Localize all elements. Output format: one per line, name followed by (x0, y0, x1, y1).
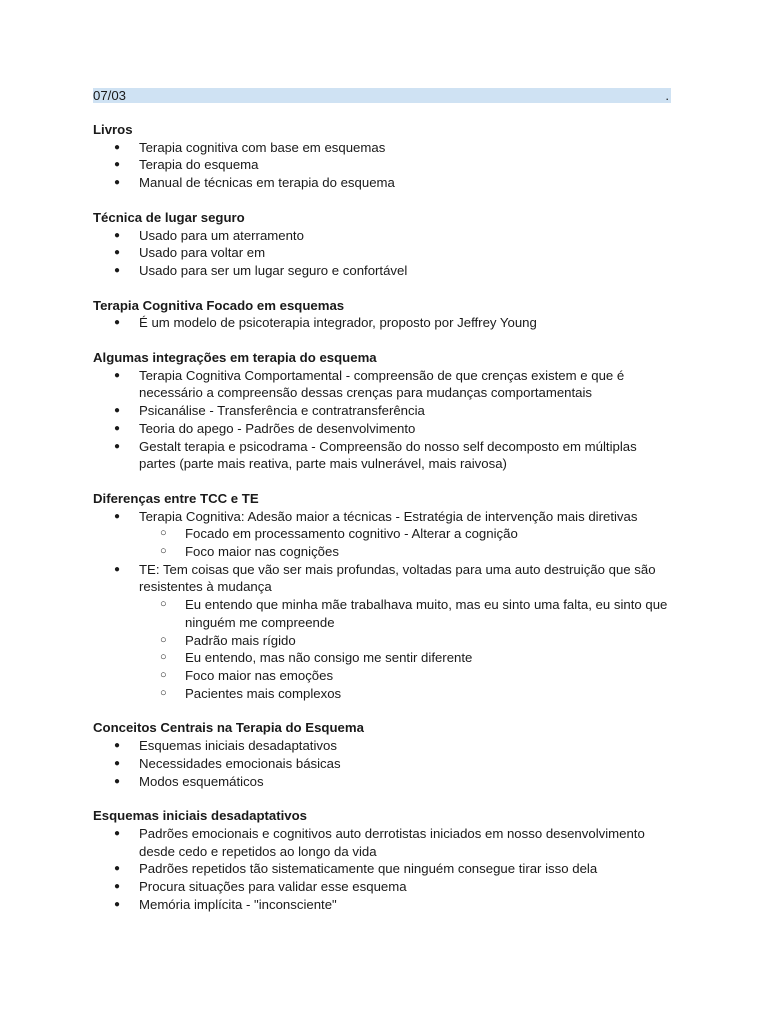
date-bar-marker: . (665, 88, 669, 103)
list-item-text: Teoria do apego - Padrões de desenvolvimento (139, 420, 416, 436)
list-item-text: Padrões emocionais e cognitivos auto derrotistas iniciados em nosso desenvolvimento desde cedo e repetidos ao longo da vida (139, 825, 645, 859)
list-item-text: Usado para ser um lugar seguro e confortável (139, 262, 408, 278)
bullet-list (93, 314, 673, 332)
section-heading: Terapia Cognitiva Focado em esquemas (93, 297, 345, 313)
sub-list-item: ○ Pacientes mais complexos (93, 685, 673, 703)
list-item (93, 420, 673, 438)
sub-list-item: ○ Eu entendo que minha mãe trabalhava muito, mas eu sinto uma falta, eu sinto que ninguém me compreende (93, 596, 673, 631)
list-item (93, 139, 673, 157)
section-heading: Diferenças entre TCC e TE (93, 490, 259, 506)
list-item (93, 244, 673, 262)
section-heading: Conceitos Centrais na Terapia do Esquema (93, 720, 364, 736)
section-conceitos-centrais-na-terapia-do-esquema (93, 719, 673, 790)
sub-list-item: ○ Focado em processamento cognitivo - Alterar a cognição (93, 525, 673, 543)
list-item-text: Modos esquemáticos (139, 773, 264, 789)
bullet-list (93, 227, 673, 280)
list-item (93, 367, 673, 402)
section-algumas-integracoes-em-terapia-do-esquema (93, 349, 673, 473)
sub-bullet-list (139, 596, 673, 702)
list-item (93, 262, 673, 280)
section-heading: Livros (93, 122, 133, 137)
list-item-text: É um modelo de psicoterapia integrador, proposto por Jeffrey Young (139, 315, 537, 331)
bullet-list (93, 737, 673, 790)
list-item (93, 561, 673, 703)
list-item-text: Terapia do esquema (139, 157, 259, 173)
list-item-text: Esquemas iniciais desadaptativos (139, 738, 337, 754)
list-item-text: Psicanálise - Transferência e contratransferência (139, 403, 425, 419)
list-item-text: Terapia cognitiva com base em esquemas (139, 139, 386, 155)
list-item-text: Memória implícita - "inconsciente" (139, 896, 337, 912)
list-item-text: Manual de técnicas em terapia do esquema (139, 175, 395, 191)
bullet-list (93, 825, 673, 914)
section-heading: Esquemas iniciais desadaptativos (93, 808, 308, 824)
list-item (93, 860, 673, 878)
date-header-highlight (93, 88, 671, 103)
sub-list-item: ○ Foco maior nas cognições (93, 543, 673, 561)
list-item (93, 755, 673, 773)
list-item (93, 438, 673, 473)
date-label: 07/03 (93, 88, 127, 103)
list-item (93, 174, 673, 192)
sub-list-item: ○ Eu entendo, mas não consigo me sentir diferente (93, 649, 673, 667)
list-item-text: Usado para voltar em (139, 245, 266, 261)
list-item (93, 737, 673, 755)
section-diferencas-entre-tcc-e-te (93, 490, 673, 702)
list-item-text: Terapia Cognitiva Comportamental - compreensão de que crenças existem e que é necessário a compreensão dessas crenças para mudanças comportamentais (139, 367, 625, 401)
sections-container (93, 121, 673, 913)
list-item (93, 314, 673, 332)
list-item-text: Necessidades emocionais básicas (139, 755, 341, 771)
list-item (93, 773, 673, 791)
list-item (93, 896, 673, 914)
list-item (93, 878, 673, 896)
section-tecnica-de-lugar-seguro (93, 209, 673, 280)
list-item-text: Procura situações para validar esse esquema (139, 879, 407, 895)
list-item (93, 825, 673, 860)
list-item (93, 156, 673, 174)
list-item (93, 227, 673, 245)
section-heading: Algumas integrações em terapia do esquema (93, 350, 377, 366)
sub-list-item: ○ Padrão mais rígido (93, 632, 673, 650)
section-esquemas-iniciais-desadaptativos (93, 807, 673, 913)
sub-bullet-list (139, 525, 673, 560)
sub-list-item: ○ Foco maior nas emoções (93, 667, 673, 685)
list-item-text: Terapia Cognitiva: Adesão maior a técnicas - Estratégia de intervenção mais diretivas (139, 508, 638, 524)
list-item-text: Padrões repetidos tão sistematicamente que ninguém consegue tirar isso dela (139, 861, 598, 877)
bullet-list (93, 508, 673, 703)
section-heading: Técnica de lugar seguro (93, 209, 245, 225)
list-item-text: Usado para um aterramento (139, 227, 304, 243)
list-item (93, 508, 673, 561)
bullet-list (93, 367, 673, 473)
document-content (93, 88, 673, 913)
list-item (93, 402, 673, 420)
bullet-list (93, 139, 673, 192)
list-item-text: TE: Tem coisas que vão ser mais profundas, voltadas para uma auto destruição que são resistentes à mudança (139, 561, 656, 595)
section-terapia-cognitiva-focado-em-esquemas (93, 297, 673, 332)
list-item-text: Gestalt terapia e psicodrama - Compreensão do nosso self decomposto em múltiplas partes (parte mais reativa, parte mais vulnerável, mais raivosa) (139, 438, 637, 472)
section-livros (93, 121, 673, 192)
